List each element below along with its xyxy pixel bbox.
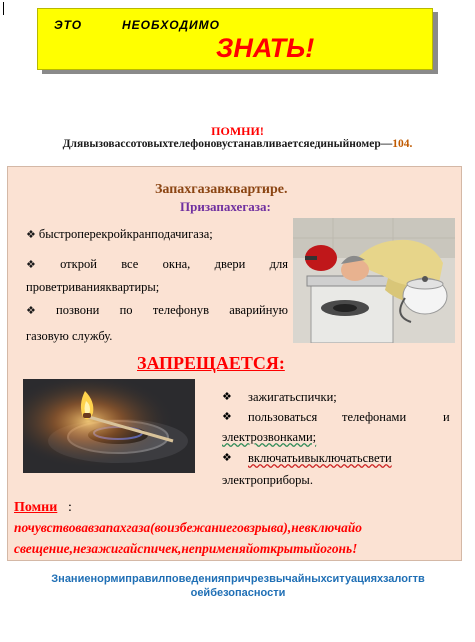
phone-number: 104.: [392, 138, 413, 150]
step-item-continuation: газовую службу.: [26, 329, 113, 343]
banner-word-eto: ЭТО: [54, 18, 83, 32]
title-banner: [37, 8, 433, 70]
forbidden-heading: ЗАПРЕЩАЕТСЯ:: [137, 353, 285, 373]
banner-word-neobkhodimo: НЕОБХОДИМО: [122, 18, 220, 32]
text-cursor: [3, 2, 4, 15]
forbidden-item-continuation: электрозвонками;: [222, 430, 317, 444]
diamond-bullet-icon: ❖: [222, 411, 232, 423]
remember-label: Помни: [14, 500, 58, 515]
diamond-bullet-icon: ❖: [222, 452, 232, 464]
panel-title: Запахгазавквартире.: [155, 182, 288, 197]
warning-line: свещение,незажигайспичек,неприменяйоткрытыйогонь!: [14, 541, 358, 556]
forbidden-item-continuation: электроприборы.: [222, 473, 313, 487]
footer-slogan: Знаниенормиправилповеденияпричрезвычайныхситуацияхзалогтв оейбезопасности: [51, 573, 425, 599]
diamond-bullet-icon: ❖: [26, 259, 58, 271]
diamond-bullet-icon: ❖: [26, 305, 54, 317]
diamond-bullet-icon: ❖: [222, 391, 232, 403]
banner-word-znat: ЗНАТЬ!: [216, 33, 315, 63]
step-item-continuation: проветриванияквартиры;: [26, 280, 160, 294]
remember-heading: ПОМНИ!: [211, 124, 264, 138]
photo-man-smelling-gas-stove: [293, 218, 455, 343]
remember-colon: :: [68, 500, 72, 515]
step-item: ❖ позвони по телефонув аварийную: [26, 303, 288, 317]
photo-match-gas-burner: [23, 379, 195, 473]
diamond-bullet-icon: ❖: [26, 229, 36, 241]
step-item: ❖ открой все окна, двери для: [26, 257, 288, 271]
panel-subtitle: Призапахегаза:: [180, 199, 271, 214]
phone-text: Длявызовассотовыхтелефоновустанавливаетсяединыйномер—: [62, 138, 393, 150]
step-item: ❖ быстроперекройкранподачигаза;: [26, 227, 213, 241]
warning-line: почувствовавзапахгаза(воизбежаниеговзрыва),невключайо: [14, 520, 362, 535]
emergency-phone-line: [0, 138, 475, 150]
